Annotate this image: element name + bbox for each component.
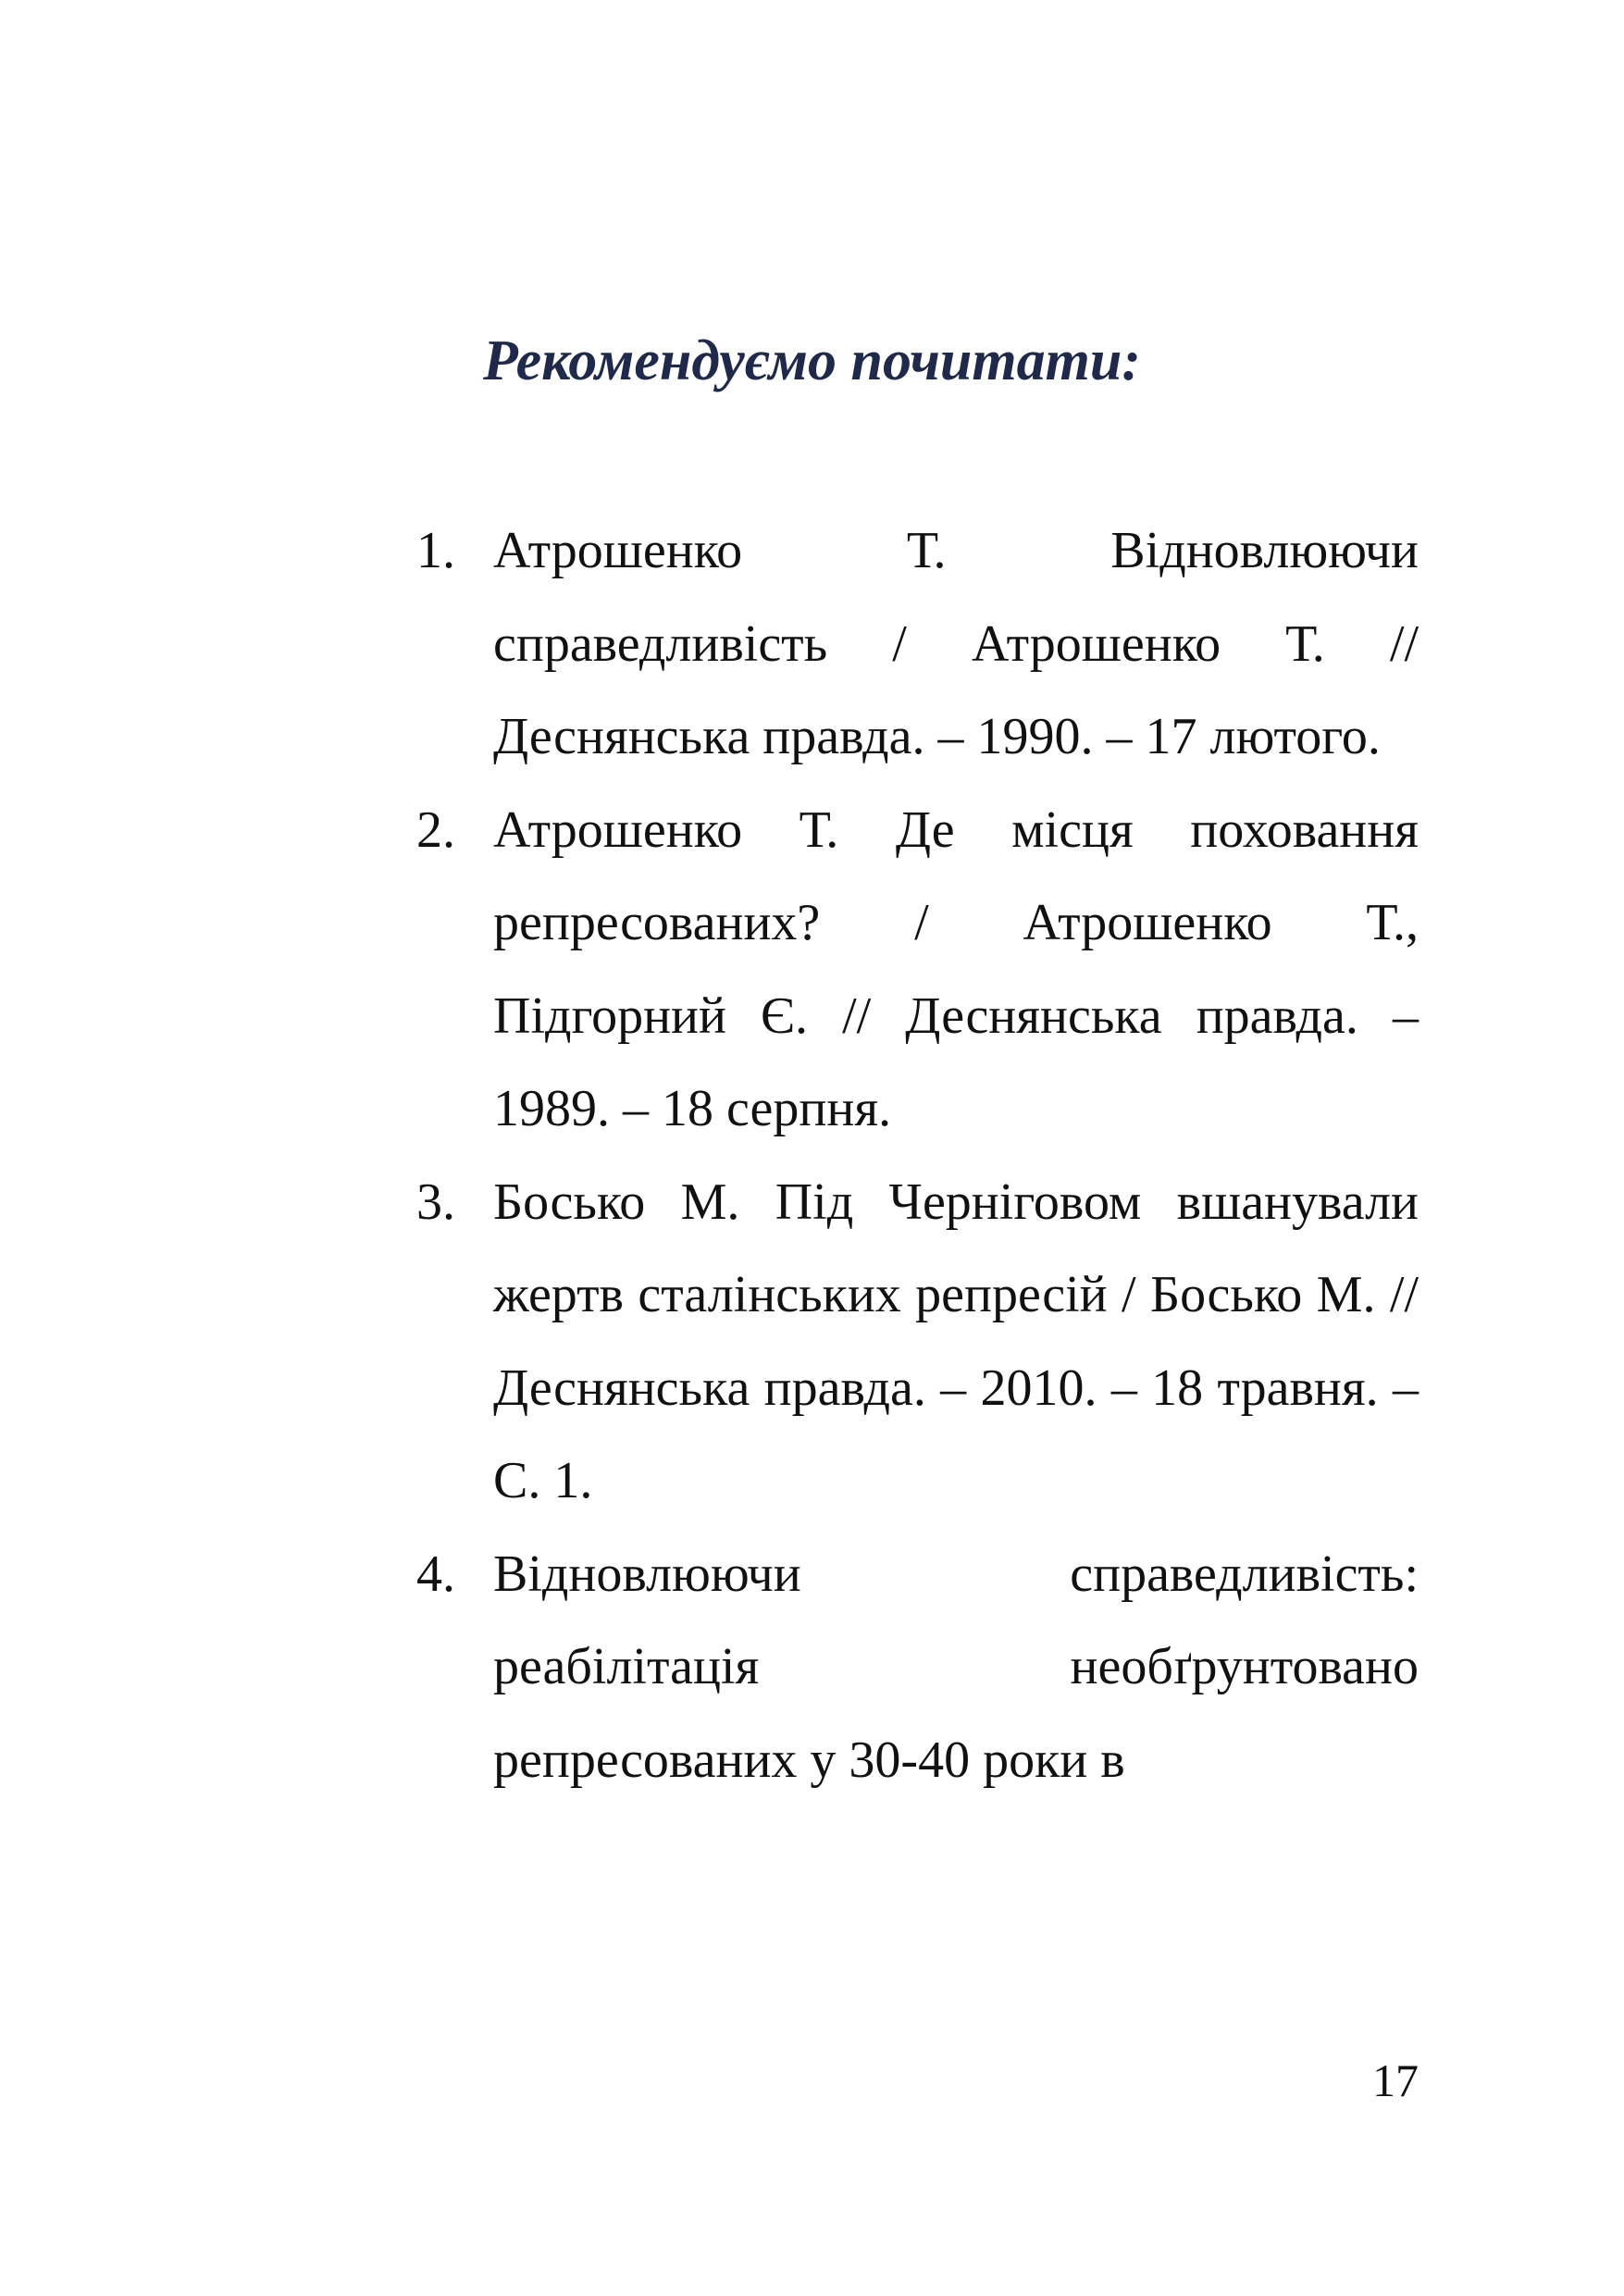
- reference-text: Атрошенко Т. Де місця поховання репресованих? / Атрошенко Т., Підгорний Є. // Деснянська правда. – 1989. – 18 серпня.: [493, 800, 1419, 1137]
- reference-list: [416, 504, 1419, 1806]
- reference-item-4: [416, 1528, 1419, 1807]
- page-heading: Рекомендуємо почитати:: [483, 329, 1141, 392]
- reference-item-3: [416, 1156, 1419, 1528]
- reference-item-2: [416, 784, 1419, 1156]
- reference-number: 3.: [416, 1173, 455, 1231]
- reference-number: 1.: [416, 522, 455, 579]
- page-number: 17: [1372, 2054, 1419, 2106]
- reference-number: 2.: [416, 800, 455, 859]
- reference-item-1: [416, 504, 1419, 784]
- reference-text: Відновлюючи справедливість: реабілітація необґрунтовано репресованих у 30-40 роки в: [493, 1545, 1419, 1789]
- reference-text: Атрошенко Т. Відновлюючи справедливість / Атрошенко Т. // Деснянська правда. – 1990. – 17 лютого.: [493, 522, 1419, 765]
- reference-text: Босько М. Під Черніговом вшанували жертв сталінських репресій / Босько М. // Деснянська правда. – 2010. – 18 травня. – С. 1.: [493, 1173, 1419, 1509]
- reference-number: 4.: [416, 1545, 455, 1603]
